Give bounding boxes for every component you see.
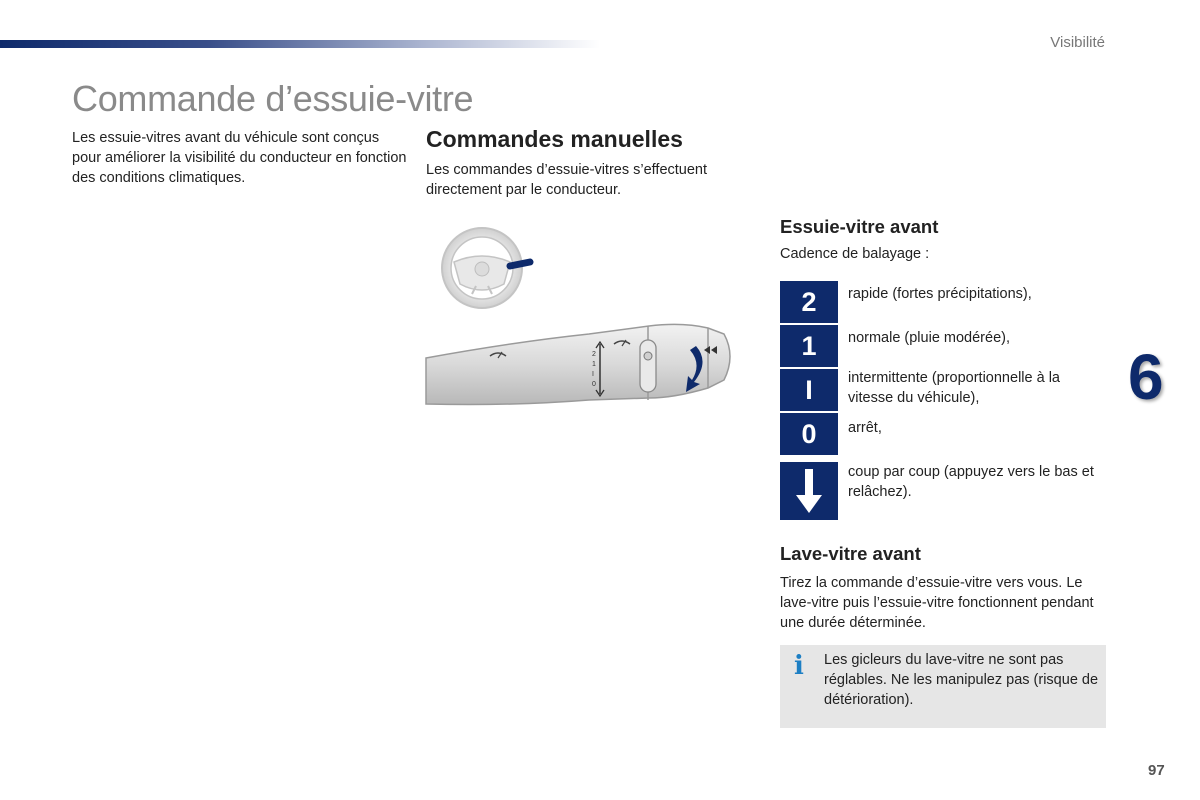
svg-text:1: 1 (592, 361, 596, 368)
manual-controls-heading: Commandes manuelles (426, 126, 683, 152)
mode-tile-off: 0 (780, 413, 838, 455)
page-title: Commande d’essuie-vitre (72, 78, 474, 119)
front-wiper-heading: Essuie-vitre avant (780, 216, 939, 237)
chapter-number: 6 (1128, 341, 1164, 413)
mode-tile-intermittent: I (780, 369, 838, 411)
mode-normal-description: normale (pluie modérée), (848, 330, 1010, 346)
stalk-highlight (510, 262, 530, 266)
section-label: Visibilité (1050, 34, 1105, 51)
mode-tile-fast: 2 (780, 281, 838, 323)
cadence-label: Cadence de balayage : (780, 246, 930, 262)
info-note-text: Les gicleurs du lave-vitre ne sont pas réglables. Ne les manipulez pas (risque de détérioration). (824, 652, 1099, 708)
mode-single-wipe-description: coup par coup (appuyez vers le bas et relâchez). (848, 464, 1094, 500)
mode-intermittent-description: intermittente (proportionnelle à la vitesse du véhicule), (848, 370, 1060, 406)
manual-controls-text: Les commandes d’essuie-vitres s’effectuent directement par le conducteur. (426, 162, 708, 198)
wiper-stalk-illustration (424, 222, 740, 412)
svg-text:2: 2 (592, 351, 596, 358)
mode-tile-normal: 1 (780, 325, 838, 367)
header-gradient-bar (0, 40, 600, 48)
page-number: 97 (1148, 762, 1165, 779)
intro-paragraph: Les essuie-vitres avant du véhicule sont conçus pour améliorer la visibilité du conducteur en fonction des conditions climatiques. (72, 130, 407, 186)
mode-tile-single-wipe (780, 462, 838, 520)
washer-heading: Lave-vitre avant (780, 543, 921, 564)
svg-text:I: I (592, 371, 594, 378)
down-arrow-icon (794, 467, 824, 515)
svg-text:0: 0 (592, 381, 596, 388)
info-icon: i (794, 651, 804, 681)
mode-fast-description: rapide (fortes précipitations), (848, 286, 1032, 302)
washer-text: Tirez la commande d’essuie-vitre vers vous. Le lave-vitre puis l’essuie-vitre fonctionnent pendant une durée déterminée. (780, 575, 1094, 631)
info-note (780, 645, 1106, 728)
mode-off-description: arrêt, (848, 420, 882, 436)
